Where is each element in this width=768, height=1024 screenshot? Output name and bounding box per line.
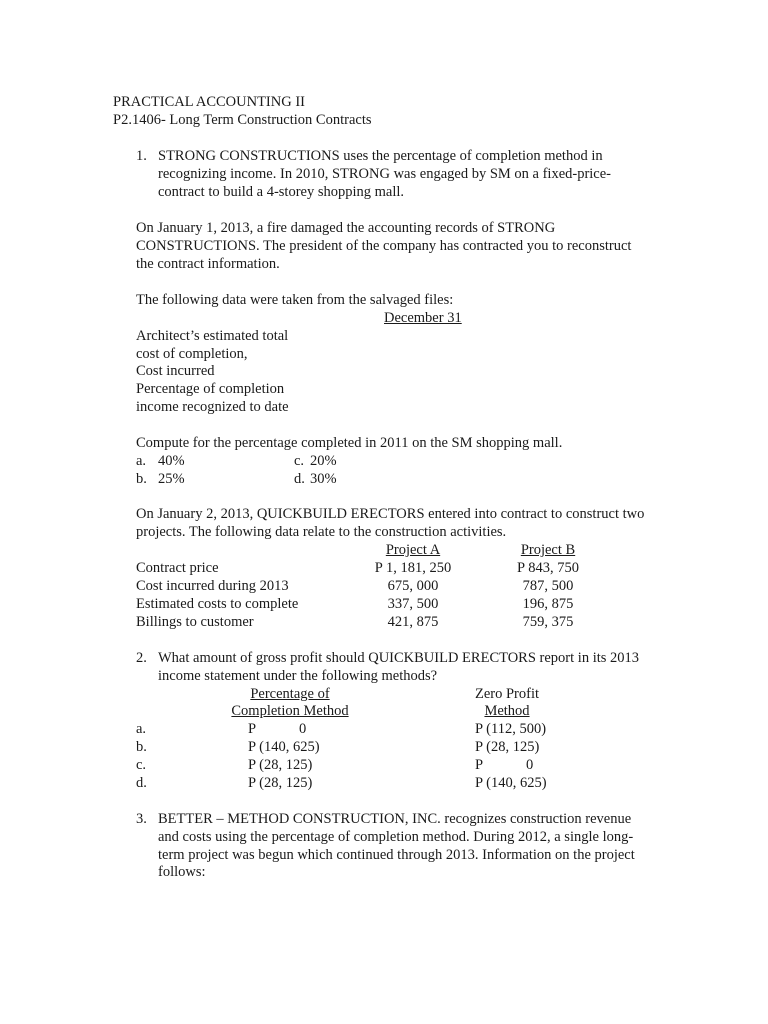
q3-line: follows: xyxy=(158,864,206,880)
table-cell-project-a: 337, 500 xyxy=(387,596,439,612)
choice-letter: b. xyxy=(136,471,147,487)
poc-header-line-1 xyxy=(220,685,360,703)
zp-header-text: Zero Profit xyxy=(474,686,540,702)
choice-value: 40% xyxy=(158,453,185,469)
document-subtitle: P2.1406- Long Term Construction Contracts xyxy=(113,112,372,128)
q2-line: income statement under the following methods? xyxy=(158,668,438,684)
choice-letter: c. xyxy=(136,757,147,773)
q1-paragraph-line: On January 1, 2013, a fire damaged the accounting records of STRONG xyxy=(136,220,556,236)
q1-data-row-label: Cost incurred xyxy=(136,363,215,379)
poc-header-line-2 xyxy=(220,702,360,720)
zp-header-line-1 xyxy=(457,685,557,703)
q1-data-row-label: Percentage of completion xyxy=(136,381,285,397)
zp-header-line-2 xyxy=(457,702,557,720)
choice-poc: P (28, 125) xyxy=(248,775,313,791)
choice-letter: d. xyxy=(294,471,305,487)
q1-line: recognizing income. In 2010, STRONG was engaged by SM on a fixed-price- xyxy=(158,166,612,182)
q1-paragraph-line: CONSTRUCTIONS. The president of the company has contracted you to reconstruct xyxy=(136,238,632,254)
q1-paragraph-line: the contract information. xyxy=(136,256,280,272)
table-row-label: Cost incurred during 2013 xyxy=(136,578,289,594)
table-cell-project-b: 759, 375 xyxy=(522,614,574,630)
q1-data-row-label: cost of completion, xyxy=(136,346,248,362)
choice-value: 25% xyxy=(158,471,185,487)
choice-zp: P (140, 625) xyxy=(475,775,547,791)
table-cell-project-b: 196, 875 xyxy=(522,596,574,612)
q1-question: Compute for the percentage completed in 2011 on the SM shopping mall. xyxy=(136,435,563,451)
table-cell-project-a: 675, 000 xyxy=(387,578,439,594)
choice-poc: P (28, 125) xyxy=(248,757,313,773)
choice-letter: d. xyxy=(136,775,147,791)
choice-poc: P (140, 625) xyxy=(248,739,320,755)
choice-zp: P 0 xyxy=(475,757,534,773)
choice-value: 30% xyxy=(310,471,337,487)
q3-line: and costs using the percentage of completion method. During 2012, a single long- xyxy=(158,829,634,845)
choice-zp: P (28, 125) xyxy=(475,739,540,755)
choice-poc: P 0 xyxy=(248,721,307,737)
q1-number: 1. xyxy=(136,148,147,164)
course-title: PRACTICAL ACCOUNTING II xyxy=(113,94,305,110)
project-a-header: Project A xyxy=(385,542,441,558)
q2-line: What amount of gross profit should QUICKBUILD ERECTORS report in its 2013 xyxy=(158,650,640,666)
project-b-header: Project B xyxy=(520,542,576,558)
q3-number: 3. xyxy=(136,811,147,827)
q1-data-intro: The following data were taken from the salvaged files: xyxy=(136,292,454,308)
table-row-label: Estimated costs to complete xyxy=(136,596,299,612)
choice-letter: a. xyxy=(136,453,147,469)
choice-letter: b. xyxy=(136,739,147,755)
table-row-label: Contract price xyxy=(136,560,219,576)
table-row-label: Billings to customer xyxy=(136,614,254,630)
q1-line: contract to build a 4-storey shopping mall. xyxy=(158,184,405,200)
quickbuild-intro-line: On January 2, 2013, QUICKBUILD ERECTORS entered into contract to construct two xyxy=(136,506,645,522)
q1-data-row-label: income recognized to date xyxy=(136,399,289,415)
q3-line: BETTER – METHOD CONSTRUCTION, INC. recognizes construction revenue xyxy=(158,811,632,827)
q2-number: 2. xyxy=(136,650,147,666)
choice-letter: a. xyxy=(136,721,147,737)
choice-letter: c. xyxy=(294,453,305,469)
table-cell-project-a: 421, 875 xyxy=(387,614,439,630)
december-31-header: December 31 xyxy=(384,310,462,326)
choice-zp: P (112, 500) xyxy=(475,721,547,737)
table-cell-project-a: P 1, 181, 250 xyxy=(374,560,452,576)
zp-header-text: Method xyxy=(484,703,530,719)
q1-line: STRONG CONSTRUCTIONS uses the percentage of completion method in xyxy=(158,148,603,164)
poc-header-text: Completion Method xyxy=(231,703,349,719)
q3-line: term project was begun which continued through 2013. Information on the project xyxy=(158,847,635,863)
table-cell-project-b: 787, 500 xyxy=(522,578,574,594)
q1-data-row-label: Architect’s estimated total xyxy=(136,328,289,344)
choice-value: 20% xyxy=(310,453,337,469)
table-cell-project-b: P 843, 750 xyxy=(517,560,579,576)
quickbuild-intro-line: projects. The following data relate to the construction activities. xyxy=(136,524,507,540)
poc-header-text: Percentage of xyxy=(250,686,330,702)
